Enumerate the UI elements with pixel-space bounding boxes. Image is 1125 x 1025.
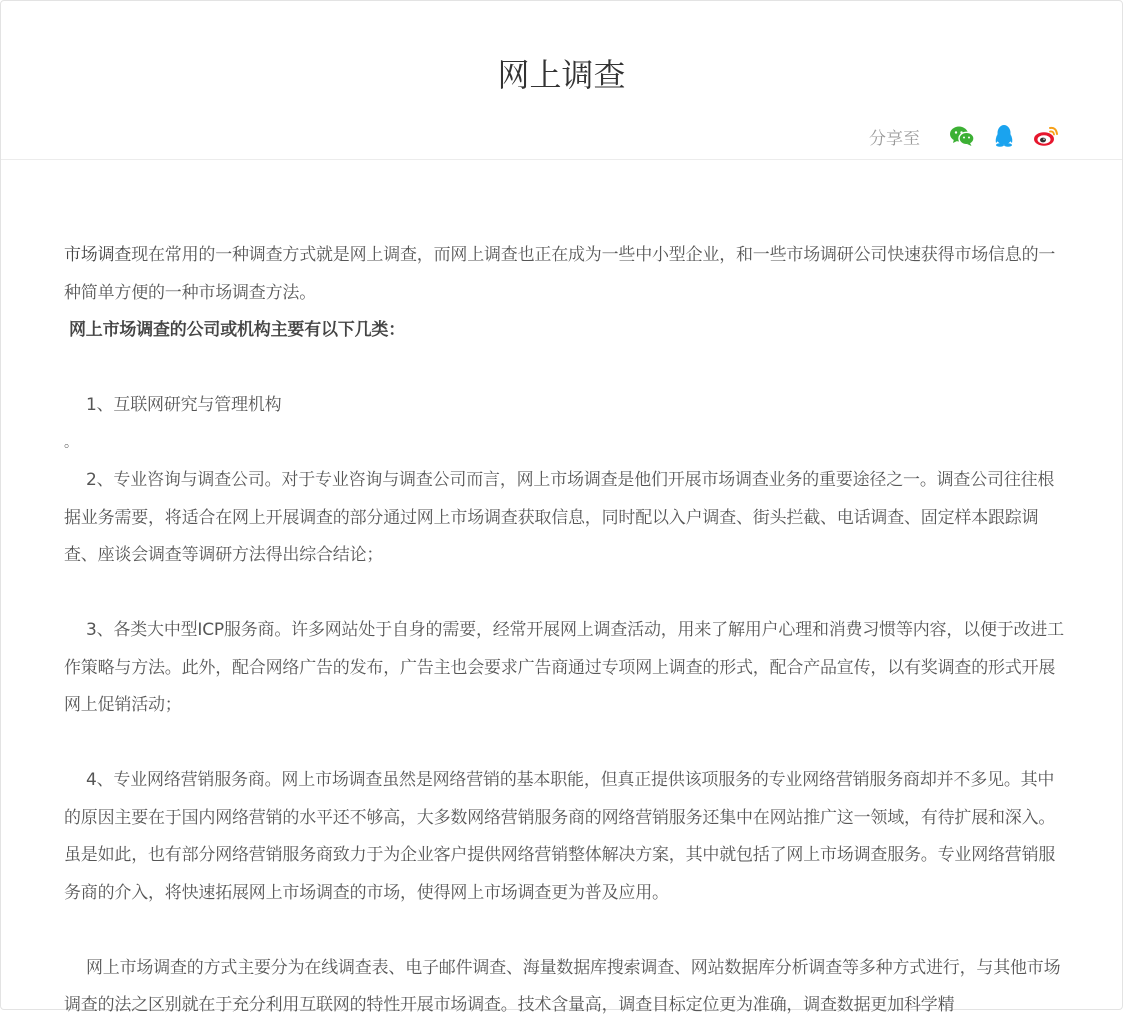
list-item: 2、专业咨询与调查公司。对于专业咨询与调查公司而言，网上市场调查是他们开展市场调查业务的重要途径之一。调查公司往往根据业务需要，将适合在网上开展调查的部分通过网上市场调查获取信息，同时配以入户调查、街头拦截、电话调查、固定样本跟踪调查、座谈会调查等调研方法得出综合结论； (64, 470, 1055, 565)
weibo-icon[interactable] (1032, 123, 1060, 149)
wechat-icon[interactable] (948, 123, 976, 149)
intro-text: 现在常用的一种调查方式就是网上调查，而网上调查也正在成为一些中小型企业，和一些市场调研公司快速获得市场信息的一种简单方便的一种市场调查方法。 (64, 245, 1056, 303)
list-item: 3、各类大中型ICP服务商。许多网站处于自身的需要，经常开展网上调查活动，用来了解用户心理和消费习惯等内容，以便于改进工作策略与方法。此外，配合网络广告的发布，广告主也会要求广告商通过专项网上调查的形式，配合产品宣传，以有奖调查的形式开展网上促销活动； (64, 620, 1064, 715)
list-item: 4、专业网络营销服务商。网上市场调查虽然是网络营销的基本职能，但真正提供该项服务的专业网络营销服务商却并不多见。其中的原因主要在于国内网络营销的水平还不够高，大多数网络营销服务商的网络营销服务还集中在网站推广这一领域，有待扩展和深入。虽是如此，也有部分网络营销服务商致力于为企业客户提供网络营销整体解决方案，其中就包括了网上市场调查服务。专业网络营销服务商的介入，将快速拓展网上市场调查的市场，使得网上市场调查更为普及应用。 (64, 770, 1056, 903)
spacer (64, 575, 1064, 613)
share-label: 分享至 (869, 128, 920, 149)
article-header (1, 1, 1122, 160)
spacer (64, 912, 1064, 950)
qq-icon[interactable] (990, 123, 1018, 149)
list-item-tail: 。 (64, 434, 78, 451)
share-bar (869, 123, 1060, 149)
intro-paragraph (64, 237, 1064, 312)
closing-paragraph: 网上市场调查的方式主要分为在线调查表、电子邮件调查、海量数据库搜索调查、网站数据库分析调查等多种方式进行，与其他市场调查的法之区别就在于充分利用互联网的特性开展市场调查。技术含量高，调查目标定位更为准确，调查数据更加科学精 (64, 957, 1061, 1015)
list-item: 1、互联网研究与管理机构 (86, 395, 282, 415)
market-research-link[interactable]: 市场调查 (64, 245, 132, 265)
page-title: 网上调查 (497, 56, 626, 94)
article-body (64, 237, 1064, 1025)
spacer (64, 350, 1064, 388)
section-heading: 网上市场调查的公司或机构主要有以下几类： (69, 320, 405, 340)
spacer (64, 725, 1064, 763)
